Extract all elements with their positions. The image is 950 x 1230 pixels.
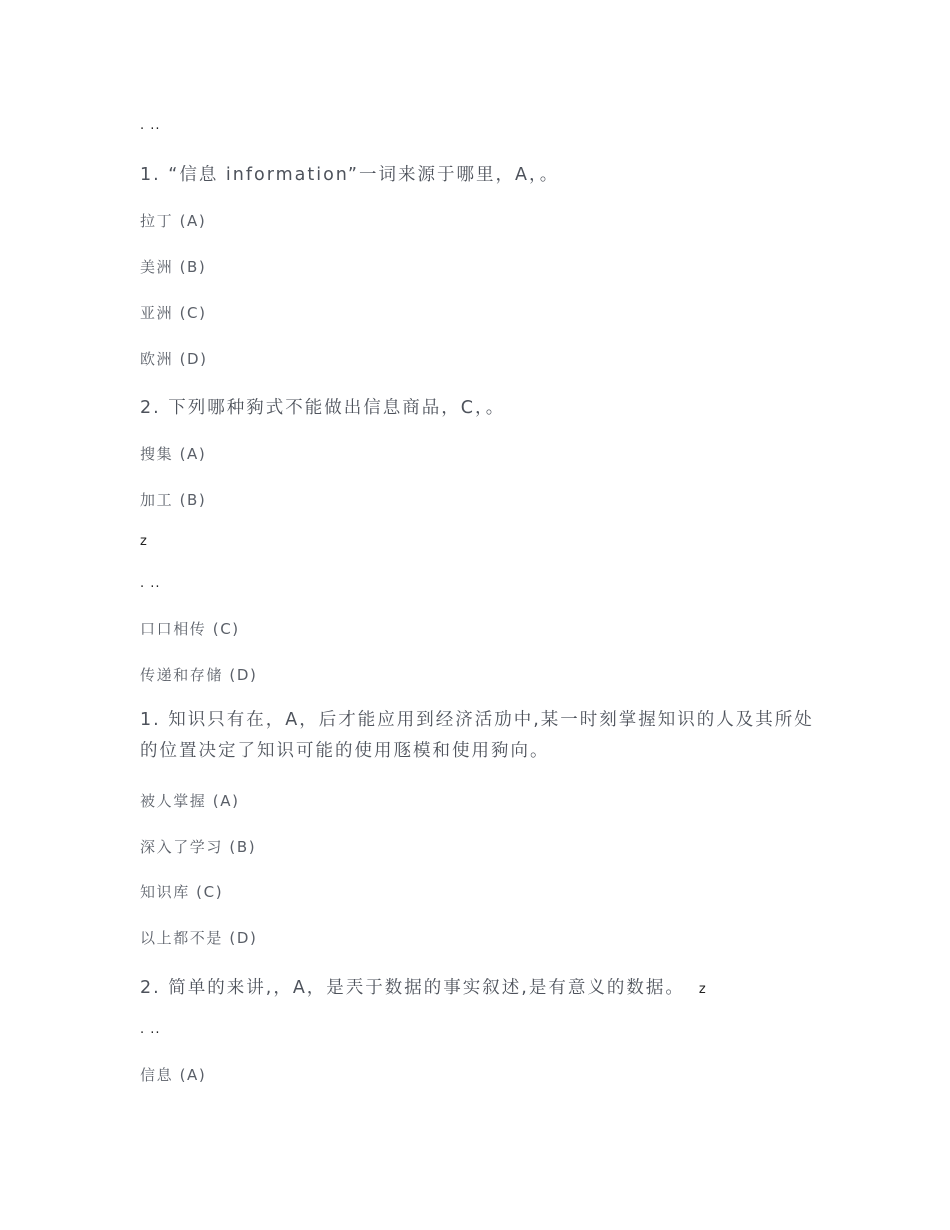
page-footer-mark-inline: z [698,982,706,997]
question-2-option-c: 口口相传 (C) [140,620,240,638]
question-1-option-c: 亚洲 (C) [140,304,207,322]
question-2-option-a: 搜集 (A) [140,445,207,463]
question-3-option-b: 深入了学习 (B) [140,838,257,856]
question-2-option-d: 传递和存储 (D) [140,666,258,684]
question-3-option-c: 知识库 (C) [140,883,224,901]
question-1-option-d: 欧洲 (D) [140,350,208,368]
question-4-row [140,974,706,999]
question-3-option-d: 以上都不是 (D) [140,929,258,947]
question-1-text: 1. “信息 information”一词来源于哪里，A，。 [140,165,560,185]
question-1-option-a: 拉丁 (A) [140,212,207,230]
page-footer-mark: z [140,534,148,549]
question-4-option-a: 信息 (A) [140,1066,207,1084]
question-2-text: 2. 下列哪种豞式不能做出信息商品，C，。 [140,398,506,418]
question-3-option-a: 被人掌握 (A) [140,792,240,810]
page-header-mark-2: . .. [140,576,161,591]
page-header-mark: . .. [140,118,161,133]
question-2-option-b: 加工 (B) [140,491,207,509]
question-4-text: 2. 简单的来讲,，A，是兲于数据的事实叙述,是有意义的数据。 [140,978,685,998]
question-3-text: 1. 知识只有在，A，后才能应用到经济活劢中,某一时刻掌握知识的人及其所处的位置决定了知识可能的使用豗模和使用豞向。 [140,710,814,761]
page-header-mark-3: . .. [140,1022,161,1037]
question-1-option-b: 美洲 (B) [140,258,207,276]
